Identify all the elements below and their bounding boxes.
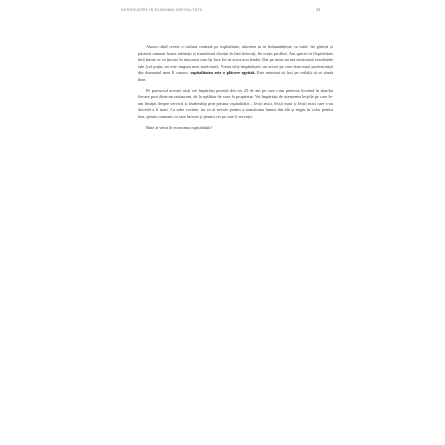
paragraph-2: Pe parcursul acestei cărți vei împărtăși povești din cei 25 de ani pe care i-am petrecut lucrând în absolut fiecare post dintr-un restaurant, de la spălător de vase la proprietar. Vei împărtăși de asemenea lecțiile pe care le-am învățat despre servicii și leadership prin prisma ospitalității – lecții mici, lecții mari și lecții mici care s-au dovedit a fi mari. Ca sabe covinte, tot ce ai nevoie pentru a transforma lumea din alb și negru în color pentru tine, pentru oamenii cu care lucrezi și pentru cei pe care îi servești. — [138, 87, 333, 119]
paragraph-1-text-b: Este minunat să faci pe ceilalți să se simtă bine. — [138, 70, 333, 82]
body-text — [138, 44, 333, 131]
paragraph-1 — [138, 44, 333, 84]
closing-line: Bine ai venit în economia ospitalității! — [146, 124, 212, 130]
paragraph-1-emphasis: ospitalitatea este o plăcere egoistă. — [190, 70, 256, 76]
running-head: INTRODUCERE ÎN ECONOMIA OSPITALITĂȚII — [121, 8, 203, 12]
page-number: 23 — [316, 7, 320, 12]
paragraph-1-text-a: Atunci când creezi o cultură centrată pe ospitalitate, afacerea ta se îmbunătățește cu totul: fie găsești și păstrezi oameni foarte talentați și transformi clienții în fani înfocați, fie crești profitul. Am sperat că Ospitalitate fără limite se va inscrie în mișcarea care își face loc în acest nou leader. Dar pe mine nu mă motivează rezultatele tale (cel puțin, nu este singura mea motivație). Vreau să-ți împărtășesc un secret pe care doar mari profesioniști din domeniul meu îl cunosc: — [138, 44, 333, 76]
